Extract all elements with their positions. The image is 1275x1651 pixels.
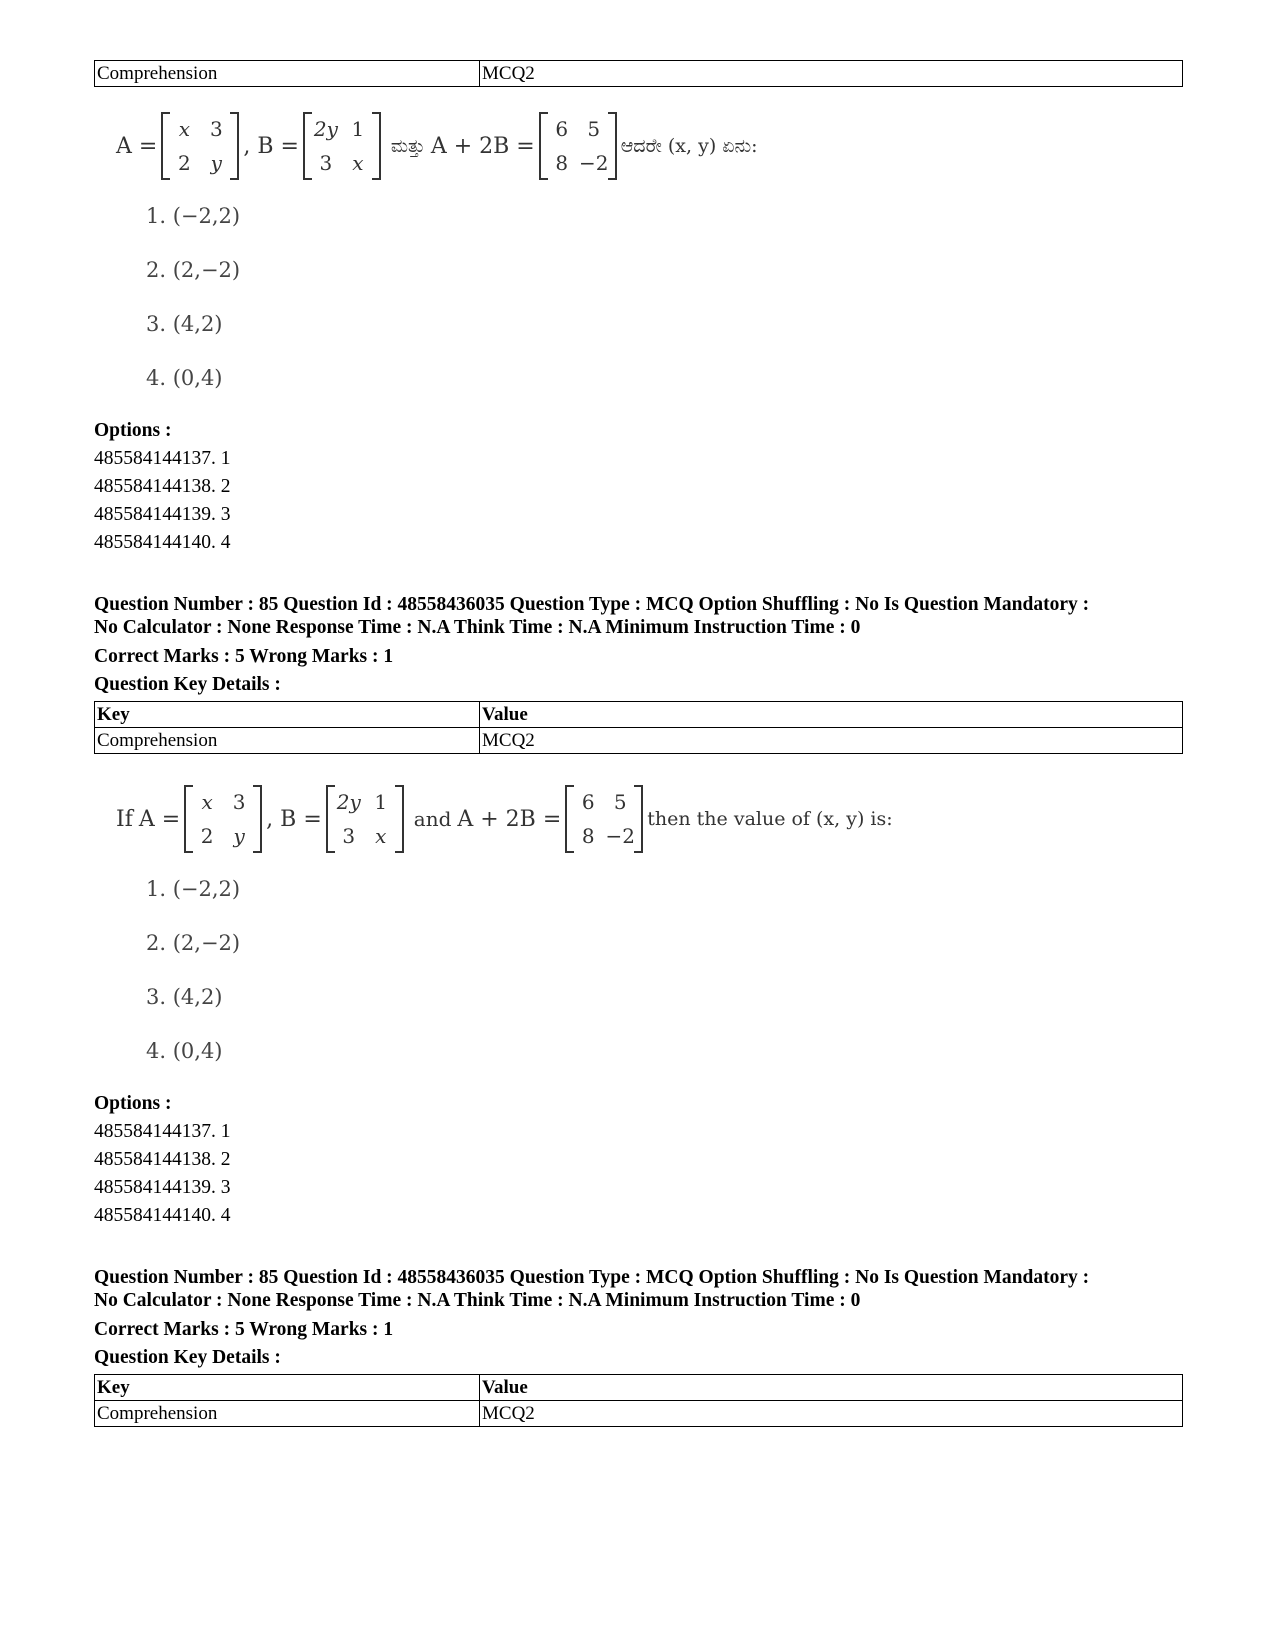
choice-item: 3. (4,2) <box>146 985 223 1009</box>
matrix-b-label: , B = <box>266 806 322 832</box>
matrix-cell: 3 <box>209 117 223 141</box>
matrix-cell: 8 <box>555 151 569 175</box>
meta-line: Question Number : 85 Question Id : 48558436035 Question Type : MCQ Option Shuffling : No Is Question Mandatory : <box>94 594 1090 615</box>
question-image-kannada <box>116 105 1184 417</box>
matrix-cell: 3 <box>319 151 333 175</box>
matrix-a <box>184 785 262 853</box>
matrix-cell: −2 <box>579 151 609 175</box>
choice-item: 3. (4,2) <box>146 312 223 336</box>
matrix-a-label: A = <box>116 133 158 159</box>
key-details-table <box>94 701 1183 754</box>
matrix-cell: 2 <box>177 151 191 175</box>
matrix-b <box>326 785 404 853</box>
sum-label: A + 2B = <box>457 806 562 832</box>
header-value: Value <box>480 702 1183 728</box>
question-statement <box>116 105 1184 187</box>
options-block <box>94 417 1184 557</box>
matrix-cell: 2 <box>200 824 214 848</box>
marks-line: Correct Marks : 5 Wrong Marks : 1 <box>94 1319 394 1340</box>
key-cell: Comprehension <box>95 728 480 754</box>
key-details-heading: Question Key Details : <box>94 1347 281 1368</box>
option-item: 485584144140. 4 <box>94 532 231 553</box>
table-header-row <box>95 702 1183 728</box>
key-details-table-top <box>94 60 1183 87</box>
choice-item: 2. (2,−2) <box>146 258 241 282</box>
table-header-row <box>95 1375 1183 1401</box>
matrix-a <box>161 112 239 180</box>
sum-label: A + 2B = <box>430 133 535 159</box>
matrix-cell: 6 <box>581 790 595 814</box>
value-cell: MCQ2 <box>480 1401 1183 1427</box>
options-heading: Options : <box>94 420 172 441</box>
header-value: Value <box>480 1375 1183 1401</box>
matrix-sum <box>539 112 617 180</box>
option-item: 485584144138. 2 <box>94 476 231 497</box>
matrix-cell: −2 <box>605 824 636 848</box>
choice-item: 2. (2,−2) <box>146 931 241 955</box>
key-details-heading: Question Key Details : <box>94 674 281 695</box>
matrix-cell: x <box>375 824 387 848</box>
matrix-cell: 2y <box>336 790 361 814</box>
header-key: Key <box>95 1375 480 1401</box>
table-row <box>95 61 1183 87</box>
question-statement <box>116 778 1184 860</box>
value-cell: MCQ2 <box>480 728 1183 754</box>
choice-item: 4. (0,4) <box>146 1039 223 1063</box>
table-row <box>95 1401 1183 1427</box>
marks-line: Correct Marks : 5 Wrong Marks : 1 <box>94 646 394 667</box>
matrix-cell: 5 <box>587 117 601 141</box>
question-meta <box>94 1266 1184 1427</box>
choice-item: 1. (−2,2) <box>146 204 241 228</box>
option-item: 485584144138. 2 <box>94 1149 231 1170</box>
choice-list <box>146 201 1184 417</box>
matrix-cell: x <box>178 117 190 141</box>
matrix-cell: x <box>201 790 213 814</box>
matrix-cell: y <box>210 151 222 175</box>
matrix-cell: 2y <box>313 117 338 141</box>
matrix-cell: 3 <box>232 790 246 814</box>
matrix-a-label: A = <box>138 806 181 832</box>
question-meta <box>94 593 1184 754</box>
matrix-cell: 3 <box>342 824 356 848</box>
matrix-cell: x <box>352 151 364 175</box>
key-cell: Comprehension <box>95 61 480 87</box>
meta-line: No Calculator : None Response Time : N.A Think Time : N.A Minimum Instruction Time : 0 <box>94 1290 861 1311</box>
matrix-b <box>303 112 381 180</box>
meta-line: Question Number : 85 Question Id : 48558436035 Question Type : MCQ Option Shuffling : No Is Question Mandatory : <box>94 1267 1090 1288</box>
key-cell: Comprehension <box>95 1401 480 1427</box>
question-image-english <box>116 778 1184 1090</box>
lead-text: If <box>116 806 133 832</box>
option-item: 485584144140. 4 <box>94 1205 231 1226</box>
question-tail: then the value of (x, y) is: <box>647 808 893 830</box>
option-item: 485584144139. 3 <box>94 1177 231 1198</box>
table-row <box>95 728 1183 754</box>
conjunction: ಮತ್ತು <box>390 135 425 157</box>
options-heading: Options : <box>94 1093 172 1114</box>
option-item: 485584144137. 1 <box>94 1121 231 1142</box>
matrix-b-label: , B = <box>243 133 299 159</box>
choice-list <box>146 874 1184 1090</box>
choice-item: 4. (0,4) <box>146 366 223 390</box>
matrix-cell: 1 <box>374 790 388 814</box>
key-details-table <box>94 1374 1183 1427</box>
option-item: 485584144137. 1 <box>94 448 231 469</box>
header-key: Key <box>95 702 480 728</box>
options-block <box>94 1090 1184 1230</box>
document-page <box>94 60 1184 1427</box>
matrix-sum <box>565 785 643 853</box>
meta-line: No Calculator : None Response Time : N.A Think Time : N.A Minimum Instruction Time : 0 <box>94 617 861 638</box>
matrix-cell: 8 <box>581 824 595 848</box>
matrix-cell: 6 <box>555 117 569 141</box>
matrix-cell: 5 <box>613 790 627 814</box>
matrix-cell: 1 <box>351 117 365 141</box>
option-item: 485584144139. 3 <box>94 504 231 525</box>
choice-item: 1. (−2,2) <box>146 877 241 901</box>
value-cell: MCQ2 <box>480 61 1183 87</box>
question-tail: ಆದರೇ (x, y) ಏನು: <box>620 135 758 157</box>
conjunction: and <box>413 807 452 831</box>
matrix-cell: y <box>233 824 245 848</box>
